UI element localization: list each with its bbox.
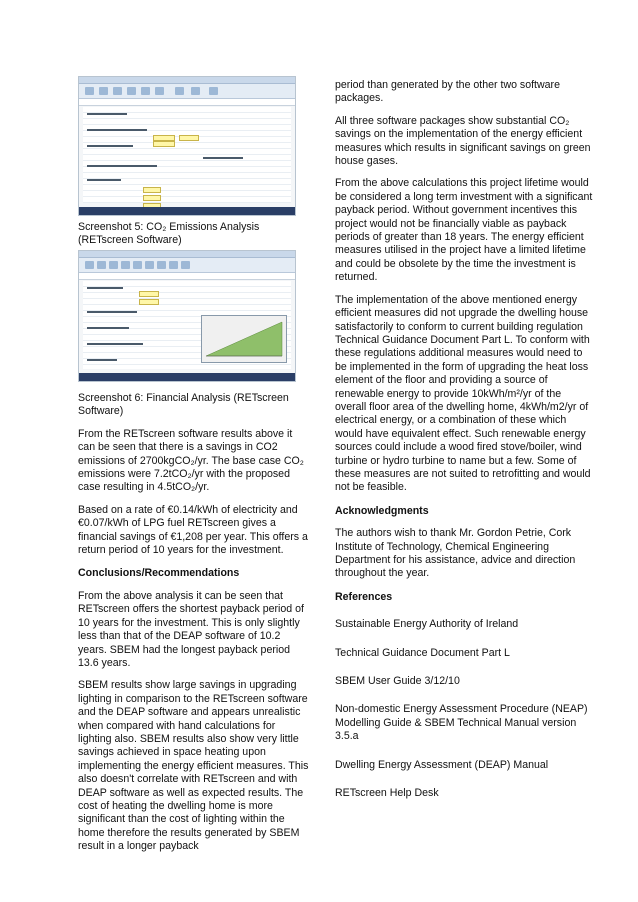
screenshot-6-image [78,250,296,382]
paragraph-analysis: From the above analysis it can be seen that RETscreen offers the shortest payback period of 10 years for the investment. This is only slightly less than that of the DEAP software of 10.2 years. SBEM had the longest payback period 13.6 years. [78,589,304,669]
cash-flow-chart-thumbnail [202,316,286,362]
reference-item: Dwelling Energy Assessment (DEAP) Manual [335,758,549,771]
heading-conclusions: Conclusions/Recommendations [78,567,240,580]
reference-item: Sustainable Energy Authority of Ireland [335,618,519,631]
left-column-lower [78,392,310,854]
paragraph-financial-rate: Based on a rate of €0.14/kWh of electricity and €0.07/kWh of LPG fuel RETscreen gives a financial savings of €1,208 per year. This offers a return period of 10 years for the investment. [78,503,308,557]
reference-item: RETscreen Help Desk [335,787,439,800]
paragraph-continued: period than generated by the other two software packages. [335,79,560,105]
heading-acknowledgments: Acknowledgments [335,504,429,517]
reference-item: Technical Guidance Document Part L [335,646,510,659]
right-column [335,79,593,800]
caption-screenshot-6: Screenshot 6: Financial Analysis (RETscreen Software) [78,392,289,418]
paragraph-three-packages: All three software packages show substantial CO₂ savings on the implementation of the energy efficient measures which results in significant savings on green house gases. [335,114,591,168]
paragraph-acknowledgments: The authors wish to thank Mr. Gordon Petrie, Cork Institute of Technology, Chemical Engineering Department for his assistance, advice and direction throughout the year. [335,527,576,580]
heading-references: References [335,590,393,603]
paragraph-sbem-results: SBEM results show large savings in upgrading lighting in comparison to the RETscreen software and the DEAP software and appears unrealistic when compared with hand calculations for lighting also. SBEM results also show very little savings achieved in space heating upon implementing the energy efficient measures. This also doesn't correlate with RETscreen and with DEAP software as well as expected results. The cost of heating the dwelling home is more significant than the cost of lighting within the home therefore the results generated by SBEM result in a longer payback [78,679,309,853]
left-column [78,221,310,248]
paragraph-project-lifetime: From the above calculations this project lifetime would be considered a long term investment with a significant payback period. Without government incentives this project would not be financially viable as payback periods of greater than 18 years. The energy efficient measures utilised in the project have a limited lifetime and could be obsolete by the time the investment is returned. [335,177,593,284]
reference-item: Non-domestic Energy Assessment Procedure (NEAP) Modelling Guide & SBEM Technical Manual version 3.5.a [335,703,588,743]
caption-screenshot-5: Screenshot 5: CO₂ Emissions Analysis (RETscreen Software) [78,221,260,247]
reference-item: SBEM User Guide 3/12/10 [335,675,460,688]
paragraph-retscreen-results: From the RETscreen software results above it can be seen that there is a savings in CO2 emissions of 2700kgCO₂/yr. The base case CO₂ emissions were 7.2tCO₂/yr with the proposed case resulting in 4.5tCO₂/yr. [78,427,304,494]
paragraph-implementation: The implementation of the above mentioned energy efficient measures did not upgrade the dwelling house satisfactorily to conform to current building regulation Technical Guidance Document Part L. To conform with these regulations additional measures would need to be implemented in the form of upgrading the heat loss element of the floor and providing a source of renewable energy to provide 10kWh/m²/yr of the overall floor area of the dwelling home, 4kWh/m2/yr of electrical energy, or a combination of these which would have equivalent effect. Such renewable energy sources could include a wood fired stove/boiler, wind turbine or hydro turbine to name but a few. Some of these measures are not suited to retrofitting and would not be feasible. [335,293,591,494]
screenshot-5-image [78,76,296,216]
